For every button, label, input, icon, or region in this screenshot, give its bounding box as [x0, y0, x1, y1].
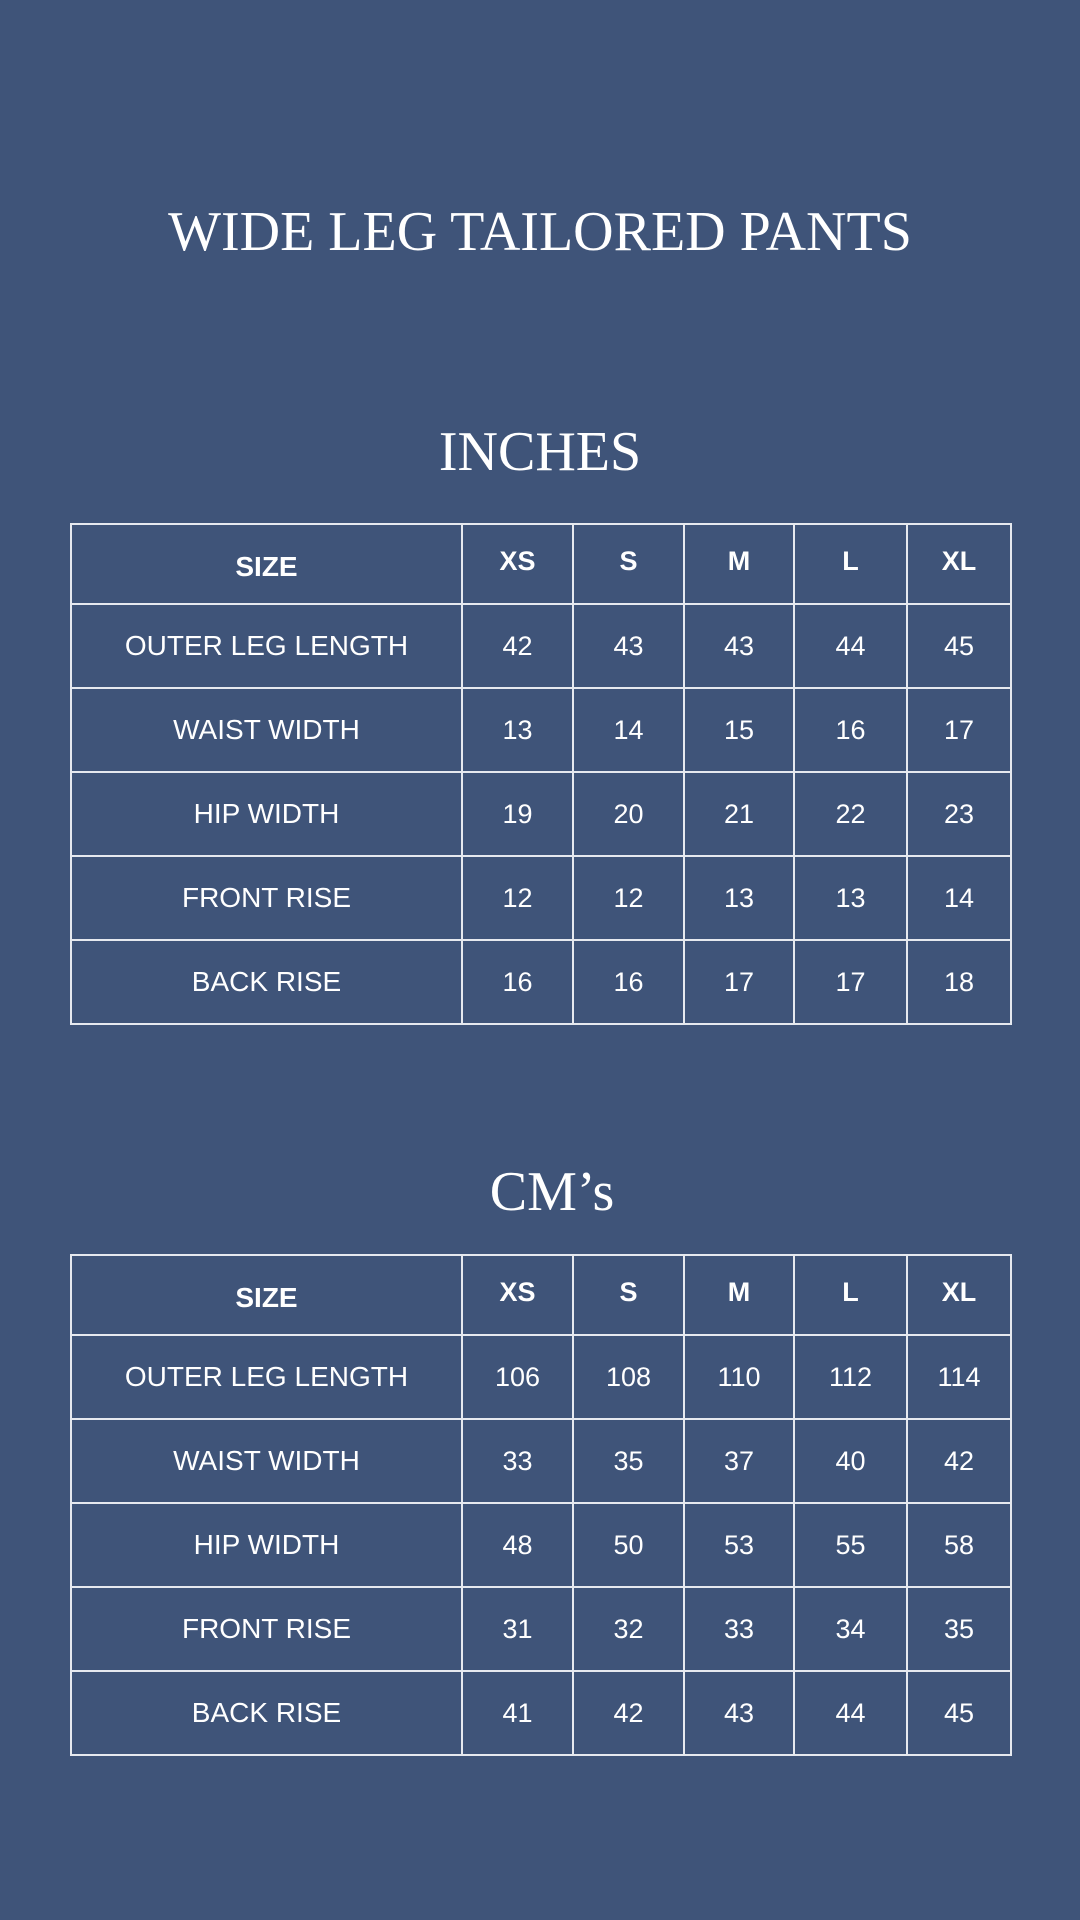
- measurement-value: 17: [684, 940, 794, 1024]
- measurement-value: 58: [907, 1503, 1011, 1587]
- measurement-label: BACK RISE: [71, 940, 462, 1024]
- measurement-value: 17: [907, 688, 1011, 772]
- measurement-value: 35: [907, 1587, 1011, 1671]
- measurement-value: 31: [462, 1587, 573, 1671]
- measurement-label: WAIST WIDTH: [71, 1419, 462, 1503]
- table-row: [71, 940, 1011, 1024]
- measurement-value: 50: [573, 1503, 684, 1587]
- table-header-row: [71, 524, 1011, 604]
- measurement-value: 53: [684, 1503, 794, 1587]
- measurement-value: 15: [684, 688, 794, 772]
- measurement-label: OUTER LEG LENGTH: [71, 1335, 462, 1419]
- measurement-label: WAIST WIDTH: [71, 688, 462, 772]
- measurement-value: 17: [794, 940, 907, 1024]
- measurement-value: 35: [573, 1419, 684, 1503]
- measurement-value: 110: [684, 1335, 794, 1419]
- table-header-row: [71, 1255, 1011, 1335]
- table-row: [71, 1419, 1011, 1503]
- table-row: [71, 688, 1011, 772]
- measurement-value: 12: [573, 856, 684, 940]
- table-row: [71, 1671, 1011, 1755]
- cms-heading: CM’s: [489, 1161, 615, 1223]
- size-header-l: L: [794, 524, 907, 604]
- measurement-value: 16: [573, 940, 684, 1024]
- measurement-value: 108: [573, 1335, 684, 1419]
- measurement-value: 32: [573, 1587, 684, 1671]
- measurement-value: 21: [684, 772, 794, 856]
- size-header-xs: XS: [462, 524, 573, 604]
- measurement-value: 44: [794, 604, 907, 688]
- measurement-value: 45: [907, 1671, 1011, 1755]
- measurement-value: 40: [794, 1419, 907, 1503]
- measurement-value: 45: [907, 604, 1011, 688]
- measurement-value: 55: [794, 1503, 907, 1587]
- measurement-value: 114: [907, 1335, 1011, 1419]
- table-row: [71, 772, 1011, 856]
- measurement-value: 14: [907, 856, 1011, 940]
- measurement-value: 22: [794, 772, 907, 856]
- measurement-value: 43: [684, 604, 794, 688]
- measurement-value: 33: [462, 1419, 573, 1503]
- measurement-value: 18: [907, 940, 1011, 1024]
- table-row: [71, 1335, 1011, 1419]
- measurement-value: 43: [684, 1671, 794, 1755]
- measurement-value: 34: [794, 1587, 907, 1671]
- size-header-xl: XL: [907, 1255, 1011, 1335]
- measurement-label: HIP WIDTH: [71, 772, 462, 856]
- measurement-value: 23: [907, 772, 1011, 856]
- measurement-value: 33: [684, 1587, 794, 1671]
- table-row: [71, 1587, 1011, 1671]
- measurement-label: BACK RISE: [71, 1671, 462, 1755]
- measurement-label: FRONT RISE: [71, 1587, 462, 1671]
- measurement-value: 16: [794, 688, 907, 772]
- cms-size-table: [70, 1254, 1012, 1756]
- table-row: [71, 856, 1011, 940]
- measurement-value: 41: [462, 1671, 573, 1755]
- measurement-value: 37: [684, 1419, 794, 1503]
- size-header-m: M: [684, 524, 794, 604]
- measurement-value: 13: [462, 688, 573, 772]
- table-row: [71, 1503, 1011, 1587]
- measurement-value: 13: [794, 856, 907, 940]
- measurement-value: 14: [573, 688, 684, 772]
- measurement-value: 42: [907, 1419, 1011, 1503]
- measurement-value: 112: [794, 1335, 907, 1419]
- size-header-m: M: [684, 1255, 794, 1335]
- measurement-label: HIP WIDTH: [71, 1503, 462, 1587]
- measurement-value: 20: [573, 772, 684, 856]
- measurement-value: 48: [462, 1503, 573, 1587]
- size-column-header: SIZE: [71, 1255, 462, 1335]
- page-title: WIDE LEG TAILORED PANTS: [168, 201, 912, 263]
- measurement-label: OUTER LEG LENGTH: [71, 604, 462, 688]
- measurement-value: 106: [462, 1335, 573, 1419]
- measurement-value: 44: [794, 1671, 907, 1755]
- table-row: [71, 604, 1011, 688]
- size-header-xs: XS: [462, 1255, 573, 1335]
- measurement-label: FRONT RISE: [71, 856, 462, 940]
- size-column-header: SIZE: [71, 524, 462, 604]
- size-header-xl: XL: [907, 524, 1011, 604]
- measurement-value: 42: [462, 604, 573, 688]
- size-header-l: L: [794, 1255, 907, 1335]
- size-header-s: S: [573, 1255, 684, 1335]
- measurement-value: 19: [462, 772, 573, 856]
- measurement-value: 16: [462, 940, 573, 1024]
- measurement-value: 13: [684, 856, 794, 940]
- inches-size-table: [70, 523, 1012, 1025]
- measurement-value: 42: [573, 1671, 684, 1755]
- measurement-value: 43: [573, 604, 684, 688]
- size-header-s: S: [573, 524, 684, 604]
- inches-heading: INCHES: [438, 421, 642, 483]
- measurement-value: 12: [462, 856, 573, 940]
